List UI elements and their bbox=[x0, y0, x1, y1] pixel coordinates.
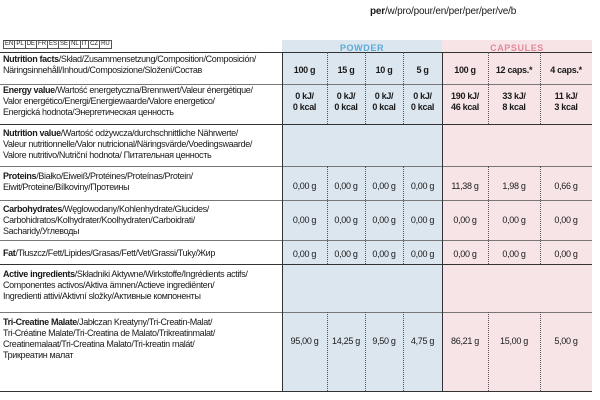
row-divider bbox=[0, 124, 592, 125]
energy-value: 0 kJ/ 0 kcal bbox=[292, 91, 317, 112]
row-divider bbox=[0, 52, 592, 53]
row-divider bbox=[0, 200, 592, 201]
column-divider bbox=[327, 166, 328, 264]
energy-value: 190 kJ/ 46 kcal bbox=[451, 91, 479, 112]
tri-creatine-value: 9,50 g bbox=[372, 336, 396, 346]
language-codes bbox=[3, 40, 111, 49]
row-divider bbox=[0, 240, 592, 241]
carbohydrates-value: 0,00 g bbox=[292, 215, 317, 225]
column-divider bbox=[327, 52, 328, 124]
column-divider bbox=[488, 312, 489, 391]
column-divider bbox=[442, 52, 443, 391]
row-divider bbox=[0, 264, 592, 265]
fat-value: 0,00 g bbox=[410, 249, 435, 259]
fat-value: 0,00 g bbox=[334, 249, 358, 259]
carbohydrates-label: Carbohydrates/Węglowodany/Kohlenhydrate/Glucides/ Carbohidratos/Kolhydrater/Koolhydraten/Carboidrati/ Sacharidy/Углеводы bbox=[3, 204, 209, 236]
tri-creatine-value: 86,21 g bbox=[451, 336, 479, 346]
column-header: 4 caps.* bbox=[550, 65, 582, 75]
column-divider bbox=[540, 166, 541, 264]
proteins-value: 11,38 g bbox=[451, 181, 479, 191]
carbohydrates-value: 0,00 g bbox=[453, 215, 477, 225]
column-divider bbox=[327, 312, 328, 391]
proteins-value: 0,00 g bbox=[292, 181, 317, 191]
column-divider bbox=[282, 52, 283, 391]
column-header: 100 g bbox=[293, 65, 316, 75]
proteins-value: 0,66 g bbox=[554, 181, 578, 191]
column-divider bbox=[488, 52, 489, 124]
energy-value: 11 kJ/ 3 kcal bbox=[554, 91, 578, 112]
proteins-label: Proteins/Białko/Eiweiß/Protéines/Proteínas/Protein/ Eiwit/Proteine/Bílkoviny/Протеины bbox=[3, 171, 193, 192]
lang-code: PL bbox=[16, 41, 24, 47]
column-divider bbox=[540, 52, 541, 124]
fat-value: 0,00 g bbox=[502, 249, 526, 259]
tri-creatine-value: 5,00 g bbox=[554, 336, 578, 346]
per-label: per/w/pro/pour/en/per/per/per/ve/b bbox=[370, 6, 517, 17]
column-divider bbox=[403, 166, 404, 264]
lang-code: RU bbox=[101, 41, 110, 47]
powder-header: POWDER bbox=[339, 43, 385, 53]
tri-creatine-value: 95,00 g bbox=[290, 336, 319, 346]
nutrition-facts-label: Nutrition facts/Skład/Zusammensetzung/Composition/Composición/ Näringsinnehåll/Inhoud/Composizione/Složení/Состав bbox=[3, 54, 256, 75]
proteins-value: 0,00 g bbox=[410, 181, 435, 191]
fat-value: 0,00 g bbox=[292, 249, 317, 259]
tri-creatine-value: 4,75 g bbox=[410, 336, 435, 346]
column-divider bbox=[540, 312, 541, 391]
lang-code: DE bbox=[26, 41, 36, 47]
carbohydrates-value: 0,00 g bbox=[554, 215, 578, 225]
energy-label: Energy value/Wartość energetyczna/Brennwert/Valeur énergétique/ Valor energético/Energi/Energiewaarde/Valore energetico/ Energická hodnota/Энергетическая ценность bbox=[3, 85, 253, 117]
lang-code: IT bbox=[81, 41, 88, 47]
column-divider bbox=[403, 52, 404, 124]
proteins-value: 1,98 g bbox=[502, 181, 526, 191]
column-divider bbox=[365, 166, 366, 264]
row-divider bbox=[0, 166, 592, 167]
fat-label: Fat/Tłuszcz/Fett/Lipides/Grasas/Fett/Vet/Grassi/Tuky/Жир bbox=[3, 248, 215, 258]
energy-value: 0 kJ/ 0 kcal bbox=[410, 91, 435, 112]
tri-creatine-value: 15,00 g bbox=[500, 336, 528, 346]
carbohydrates-value: 0,00 g bbox=[372, 215, 396, 225]
lang-code: SE bbox=[60, 41, 69, 47]
carbohydrates-value: 0,00 g bbox=[502, 215, 526, 225]
column-header: 5 g bbox=[416, 65, 429, 75]
row-divider bbox=[0, 391, 592, 392]
proteins-value: 0,00 g bbox=[334, 181, 358, 191]
fat-value: 0,00 g bbox=[453, 249, 477, 259]
capsules-header: CAPSULES bbox=[490, 43, 544, 53]
column-divider bbox=[365, 52, 366, 124]
proteins-value: 0,00 g bbox=[372, 181, 396, 191]
row-divider bbox=[0, 312, 592, 313]
column-header: 10 g bbox=[375, 65, 393, 75]
fat-value: 0,00 g bbox=[554, 249, 578, 259]
lang-code: ES bbox=[49, 41, 58, 47]
column-divider bbox=[403, 312, 404, 391]
lang-code: EN bbox=[5, 41, 14, 47]
column-divider bbox=[488, 166, 489, 264]
active-ingredients-label: Active ingredients/Składniki Aktywne/Wirkstoffe/Ingrédients actifs/ Componentes activos/Aktiva ämnen/Actieve ingrediënten/ Ingredienti attivi/Aktivní složky/Активные компоненты bbox=[3, 269, 248, 301]
column-header: 15 g bbox=[337, 65, 355, 75]
carbohydrates-value: 0,00 g bbox=[410, 215, 435, 225]
nutrition-value-label: Nutrition value/Wartość odżywcza/durchschnittliche Nährwerte/ Valeur nutritionnelle/Valor nutricional/Näringsvärde/Voedingswaarde/ Valore nutritivo/Nutriční hodnota/ Питательная ценность bbox=[3, 128, 253, 160]
energy-value: 33 kJ/ 8 kcal bbox=[502, 91, 526, 112]
carbohydrates-value: 0,00 g bbox=[334, 215, 358, 225]
tri-creatine-malate-label: Tri-Creatine Malate/Jabłczan Kreatyny/Tri-Creatin-Malat/ Tri-Créatine Malate/Tri-Creatina de Malato/Trikreatinmalat/ Creatinemalaat/Tri-Creatina Malato/Tri-kreatin malát/ Трикреатин малат bbox=[3, 317, 215, 360]
column-divider bbox=[365, 312, 366, 391]
row-divider bbox=[0, 84, 592, 85]
energy-value: 0 kJ/ 0 kcal bbox=[372, 91, 396, 112]
column-header: 100 g bbox=[454, 65, 476, 75]
lang-code: CZ bbox=[90, 41, 99, 47]
column-header: 12 caps.* bbox=[495, 65, 533, 75]
fat-value: 0,00 g bbox=[372, 249, 396, 259]
lang-code: NL bbox=[71, 41, 79, 47]
energy-value: 0 kJ/ 0 kcal bbox=[334, 91, 358, 112]
tri-creatine-value: 14,25 g bbox=[332, 336, 360, 346]
lang-code: FR bbox=[38, 41, 47, 47]
